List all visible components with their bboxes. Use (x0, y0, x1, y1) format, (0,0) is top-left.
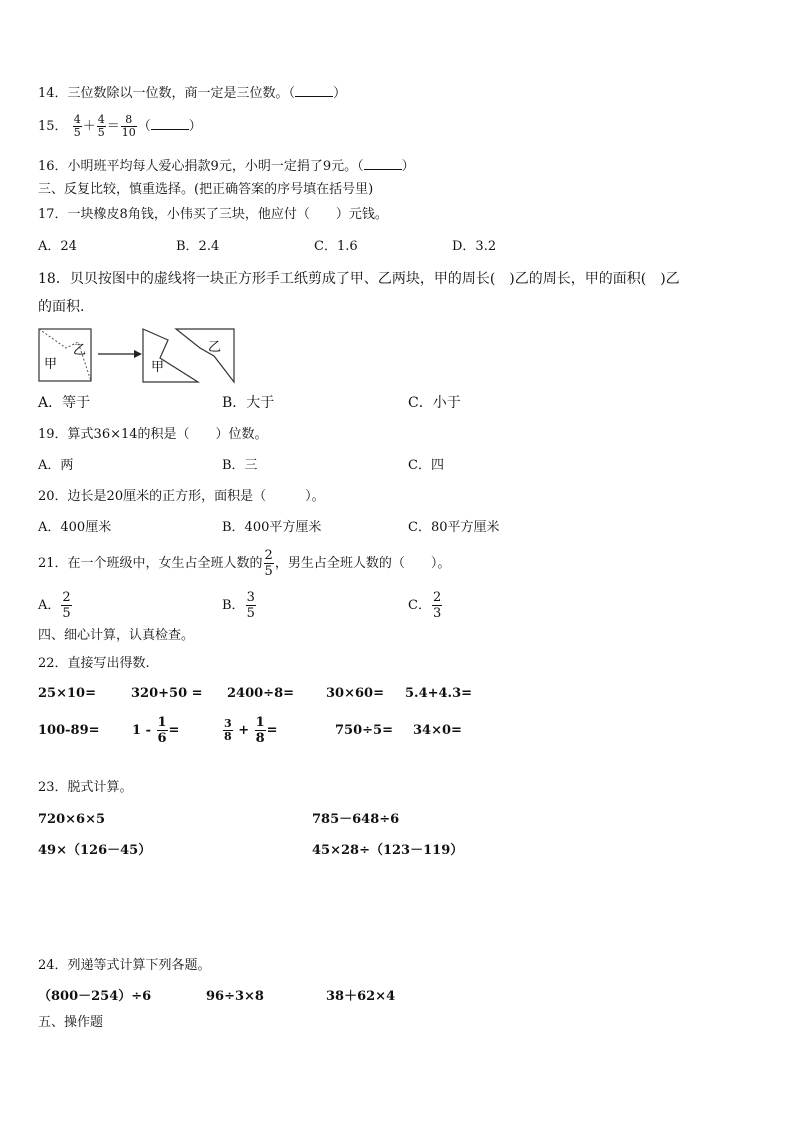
equals-sign: ＝ (106, 119, 120, 134)
arrow-head (134, 350, 142, 358)
fraction (246, 590, 256, 621)
answer-blank[interactable] (151, 117, 189, 130)
square-cut-figure (36, 326, 238, 384)
question-23-title: 23．脱式计算。 (38, 780, 133, 795)
denominator: 6 (157, 731, 167, 746)
numerator: 1 (157, 715, 167, 730)
piece-yi-label: 乙 (208, 340, 222, 355)
numerator: 2 (62, 590, 71, 605)
fraction (157, 715, 168, 746)
question-text: 三位数除以一位数，商一定是三位数。（ (67, 86, 296, 101)
option-c[interactable]: C．1.6 (314, 239, 358, 254)
calc-item-fraction (222, 712, 278, 750)
option-c[interactable]: C．80平方厘米 (408, 520, 500, 535)
fraction (255, 715, 266, 746)
option-c[interactable]: C．四 (408, 458, 444, 473)
calc-item: 320+50 = (131, 686, 203, 701)
option-d[interactable]: D．3.2 (452, 239, 497, 254)
fraction (264, 548, 274, 579)
section-heading-3: 三、反复比较，慎重选择。(把正确答案的序号填在括号里) (38, 182, 374, 197)
denominator: 5 (62, 606, 71, 621)
question-21 (38, 547, 450, 581)
option-label: B． (222, 598, 245, 613)
calc-item: 785－648÷6 (312, 812, 400, 827)
fraction (61, 590, 71, 621)
question-18-line2: 的面积. (38, 299, 85, 315)
calc-item: 100-89= (38, 723, 100, 738)
answer-blank[interactable] (295, 84, 333, 97)
fraction (223, 718, 233, 743)
plus-sign: + (238, 723, 250, 738)
question-text-tail: ，男生占全班人数的（ ）。 (274, 556, 451, 571)
option-a[interactable] (38, 589, 73, 623)
question-16 (38, 157, 415, 175)
fraction (121, 114, 137, 139)
question-number: 15． (38, 119, 68, 134)
denominator: 5 (264, 564, 273, 579)
section-heading-5: 五、操作题 (38, 1015, 104, 1030)
denominator: 5 (73, 126, 81, 139)
denominator: 5 (246, 606, 255, 621)
denominator: 8 (224, 730, 232, 743)
piece-jia-label: 甲 (151, 360, 165, 375)
denominator: 10 (121, 126, 136, 139)
numerator: 3 (246, 590, 255, 605)
question-14 (38, 84, 346, 102)
numerator: 4 (73, 113, 81, 126)
question-text: 21．在一个班级中，女生占全班人数的 (38, 556, 263, 571)
numerator: 2 (432, 590, 442, 605)
question-17-text: 17．一块橡皮8角钱，小伟买了三块，他应付（ ）元钱。 (38, 207, 388, 222)
option-b[interactable]: B．400平方厘米 (222, 520, 322, 535)
option-b[interactable]: B．三 (222, 458, 258, 473)
question-15 (38, 114, 202, 140)
question-19-text: 19．算式36×14的积是（ ）位数。 (38, 427, 268, 442)
close-paren: ） (401, 159, 415, 174)
question-number: 14． (38, 86, 68, 101)
fraction (73, 114, 82, 139)
calc-item: 25×10= (38, 686, 96, 701)
calc-item: 720×6×5 (38, 812, 106, 827)
denominator: 3 (432, 606, 442, 621)
denominator: 5 (97, 126, 105, 139)
calc-item: 5.4+4.3= (405, 686, 473, 701)
question-text: 小明班平均每人爱心捐款9元，小明一定捐了9元。（ (67, 159, 364, 174)
close-paren: ） (188, 119, 202, 134)
label-jia: 甲 (44, 357, 58, 372)
fraction (432, 590, 442, 621)
option-c[interactable] (408, 589, 443, 623)
option-b[interactable]: B．2.4 (176, 239, 220, 254)
expr-part: 1 - (132, 723, 151, 738)
question-20-text: 20．边长是20厘米的正方形，面积是（ ）。 (38, 489, 325, 504)
section-heading-4: 四、细心计算，认真检查。 (38, 628, 195, 643)
equals-sign: = (266, 723, 278, 738)
calc-item: 30×60= (326, 686, 384, 701)
label-yi: 乙 (73, 343, 87, 358)
calc-item: 49×（126－45） (38, 843, 152, 858)
numerator: 4 (97, 113, 105, 126)
calc-item: 750÷5= (335, 723, 393, 738)
option-a[interactable]: A．等于 (38, 395, 91, 411)
plus-sign: ＋ (82, 119, 96, 134)
denominator: 8 (255, 731, 265, 746)
option-c[interactable]: C．小于 (408, 395, 461, 411)
question-24-title: 24．列递等式计算下列各题。 (38, 958, 211, 973)
question-number: 16． (38, 159, 68, 174)
calc-item-fraction (132, 712, 179, 750)
option-a[interactable]: A．两 (38, 458, 74, 473)
numerator: 3 (224, 717, 232, 730)
option-label: A． (38, 598, 61, 613)
option-b[interactable] (222, 589, 257, 623)
question-22-title: 22．直接写出得数. (38, 656, 150, 671)
option-a[interactable]: A．24 (38, 239, 77, 254)
option-b[interactable]: B．大于 (222, 395, 275, 411)
answer-blank[interactable] (364, 157, 402, 170)
option-a[interactable]: A．400厘米 (38, 520, 112, 535)
fraction (97, 114, 106, 139)
close-paren: ） (333, 86, 347, 101)
open-paren: （ (137, 119, 151, 134)
numerator: 2 (264, 548, 273, 563)
calc-item: 45×28÷（123－119） (312, 843, 464, 858)
question-18-line1: 18．贝贝按图中的虚线将一块正方形手工纸剪成了甲、乙两块，甲的周长( )乙的周长，甲的面积( )乙 (38, 271, 680, 287)
numerator: 1 (255, 715, 265, 730)
calc-item: 96÷3×8 (206, 989, 264, 1004)
calc-item: （800－254）÷6 (38, 989, 152, 1004)
numerator: 8 (125, 113, 133, 126)
calc-item: 2400÷8= (227, 686, 295, 701)
equals-sign: = (168, 723, 180, 738)
calc-item: 34×0= (413, 723, 462, 738)
calc-item: 38＋62×4 (326, 989, 396, 1004)
option-label: C． (408, 598, 431, 613)
